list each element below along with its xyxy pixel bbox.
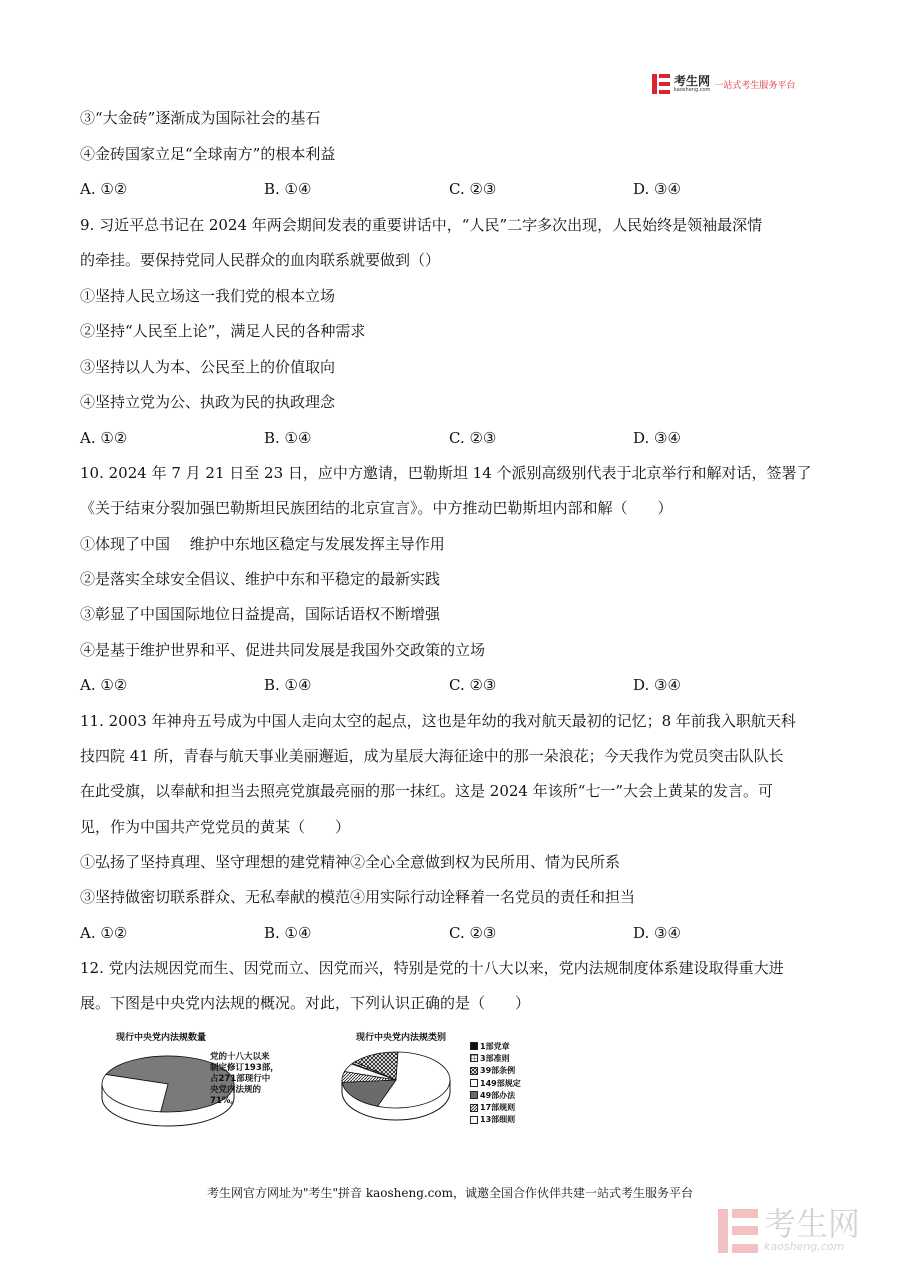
- q10-statement-3: ③彰显了中国国际地位日益提高，国际话语权不断增强: [80, 605, 441, 623]
- legend-swatch: [470, 1079, 478, 1087]
- annotation-line: 党的十八大以来: [210, 1052, 270, 1062]
- q10-statement-4: ④是基于维护世界和平、促进共同发展是我国外交政策的立场: [80, 641, 486, 659]
- option-d[interactable]: D. ③④: [633, 429, 681, 447]
- option-d[interactable]: D. ③④: [633, 676, 681, 694]
- q9-statement-2: ②坚持“人民至上论”，满足人民的各种需求: [80, 322, 366, 340]
- q8-statement-3: ③“大金砖”逐渐成为国际社会的基石: [80, 109, 321, 127]
- option-a[interactable]: A. ①②: [80, 180, 128, 198]
- q12-stem-line-2: 展。下图是中央党内法规的概况。对此，下列认识正确的是（ ）: [80, 994, 531, 1012]
- q10-statement-1: ①体现了中国 维护中东地区稳定与发展发挥主导作用: [80, 535, 445, 553]
- q11-stem-line-4: 见，作为中国共产党党员的黄某（ ）: [80, 818, 351, 836]
- option-c[interactable]: C. ②③: [449, 429, 497, 447]
- header-slogan: 一站式考生服务平台: [714, 80, 796, 91]
- q9-statement-1: ①坚持人民立场这一我们党的根本立场: [80, 287, 336, 305]
- option-c[interactable]: C. ②③: [449, 924, 497, 942]
- watermark-mark-icon: [718, 1209, 758, 1253]
- watermark: [718, 1205, 861, 1253]
- option-c[interactable]: C. ②③: [449, 676, 497, 694]
- chart-1-annotation: [210, 1052, 279, 1107]
- legend-item: [470, 1089, 521, 1101]
- header-logo[interactable]: [652, 72, 795, 96]
- logo-mark-icon: [652, 74, 670, 94]
- legend-label: 149部规定: [480, 1078, 521, 1088]
- chart-1-title: 现行中央党内法规数量: [116, 1033, 207, 1043]
- option-b[interactable]: B. ①④: [264, 924, 312, 942]
- legend-swatch: [470, 1091, 478, 1099]
- chart-2-title: 现行中央党内法规类别: [356, 1033, 447, 1043]
- annotation-line: 占271部现行中: [210, 1074, 271, 1084]
- q11-options: [80, 923, 800, 943]
- option-b[interactable]: B. ①④: [264, 180, 312, 198]
- q11-stem-line-1: 11. 2003 年神舟五号成为中国人走向太空的起点，这也是年幼的我对航天最初的记忆；8 年前我入职航天科: [80, 712, 796, 730]
- legend-swatch: [470, 1042, 478, 1050]
- legend-swatch: [470, 1067, 478, 1075]
- q11-statements-1-2: ①弘扬了坚持真理、坚守理想的建党精神②全心全意做到权为民所用、情为民所系: [80, 853, 621, 871]
- option-c[interactable]: C. ②③: [449, 180, 497, 198]
- logo-name: 考生网: [674, 74, 711, 88]
- watermark-domain: kaosheng.com: [764, 1240, 845, 1253]
- q9-statement-4: ④坚持立党为公、执政为民的执政理念: [80, 393, 336, 411]
- legend-item: [470, 1101, 521, 1113]
- annotation-line: 71%。: [210, 1096, 239, 1106]
- q11-stem-line-3: 在此受旗，以奉献和担当去照亮党旗最亮丽的那一抹红。这是 2024 年该所“七一”大会上黄某的发言。可: [80, 782, 774, 800]
- q9-stem-line-2: 的牵挂。要保持党同人民群众的血肉联系就要做到（）: [80, 251, 441, 269]
- legend-item: [470, 1077, 521, 1089]
- legend-label: 1部党章: [480, 1041, 510, 1051]
- option-b[interactable]: B. ①④: [264, 429, 312, 447]
- annotation-line: 央党内法规的: [210, 1085, 262, 1095]
- q9-stem-line-1: 9. 习近平总书记在 2024 年两会期间发表的重要讲话中，“人民”二字多次出现，人民始终是领袖最深情: [80, 216, 763, 234]
- option-b[interactable]: B. ①④: [264, 676, 312, 694]
- legend-label: 39部条例: [480, 1066, 516, 1076]
- legend-label: 17部规则: [480, 1103, 516, 1113]
- q8-options: [80, 179, 800, 199]
- q11-statements-3-4: ③坚持做密切联系群众、无私奉献的模范④用实际行动诠释着一名党员的责任和担当: [80, 888, 636, 906]
- q10-stem-line-1: 10. 2024 年 7 月 21 日至 23 日，应中方邀请，巴勒斯坦 14 个派别高级别代表于北京举行和解对话，签署了: [80, 464, 812, 482]
- q10-options: [80, 675, 800, 695]
- chart-2-pie: [334, 1044, 464, 1144]
- legend-item: [470, 1114, 521, 1126]
- footer-text: 考生网官方网址为"考生"拼音 kaosheng.com，诚邀全国合作伙伴共建一站式考生服务平台: [206, 1186, 694, 1200]
- legend-label: 13部细则: [480, 1115, 516, 1125]
- annotation-line: 制定修订193部，: [210, 1063, 279, 1073]
- q10-statement-2: ②是落实全球安全倡议、维护中东和平稳定的最新实践: [80, 570, 441, 588]
- legend-label: 3部准则: [480, 1053, 510, 1063]
- legend-item: [470, 1065, 521, 1077]
- legend-swatch: [470, 1104, 478, 1112]
- legend-item: [470, 1052, 521, 1064]
- option-a[interactable]: A. ①②: [80, 924, 128, 942]
- q9-statement-3: ③坚持以人为本、公民至上的价值取向: [80, 358, 336, 376]
- watermark-name: 考生网: [764, 1205, 861, 1243]
- q8-statement-4: ④金砖国家立足“全球南方”的根本利益: [80, 145, 336, 163]
- option-a[interactable]: A. ①②: [80, 429, 128, 447]
- legend-item: [470, 1040, 521, 1052]
- option-a[interactable]: A. ①②: [80, 676, 128, 694]
- legend-swatch: [470, 1054, 478, 1062]
- logo-domain: kaosheng.com: [674, 87, 711, 93]
- q11-stem-line-2: 技四院 41 所，青春与航天事业美丽邂逅，成为星辰大海征途中的那一朵浪花；今天我作为党员突击队队长: [80, 747, 784, 765]
- legend-swatch: [470, 1116, 478, 1124]
- option-d[interactable]: D. ③④: [633, 180, 681, 198]
- chart-2-legend: [470, 1040, 521, 1126]
- legend-label: 49部办法: [480, 1090, 516, 1100]
- q10-stem-line-2: 《关于结束分裂加强巴勒斯坦民族团结的北京宣言》。中方推动巴勒斯坦内部和解（ ）: [80, 499, 673, 517]
- option-d[interactable]: D. ③④: [633, 924, 681, 942]
- q9-options: [80, 428, 800, 448]
- q12-stem-line-1: 12. 党内法规因党而生、因党而立、因党而兴，特别是党的十八大以来，党内法规制度体系建设取得重大进: [80, 959, 784, 977]
